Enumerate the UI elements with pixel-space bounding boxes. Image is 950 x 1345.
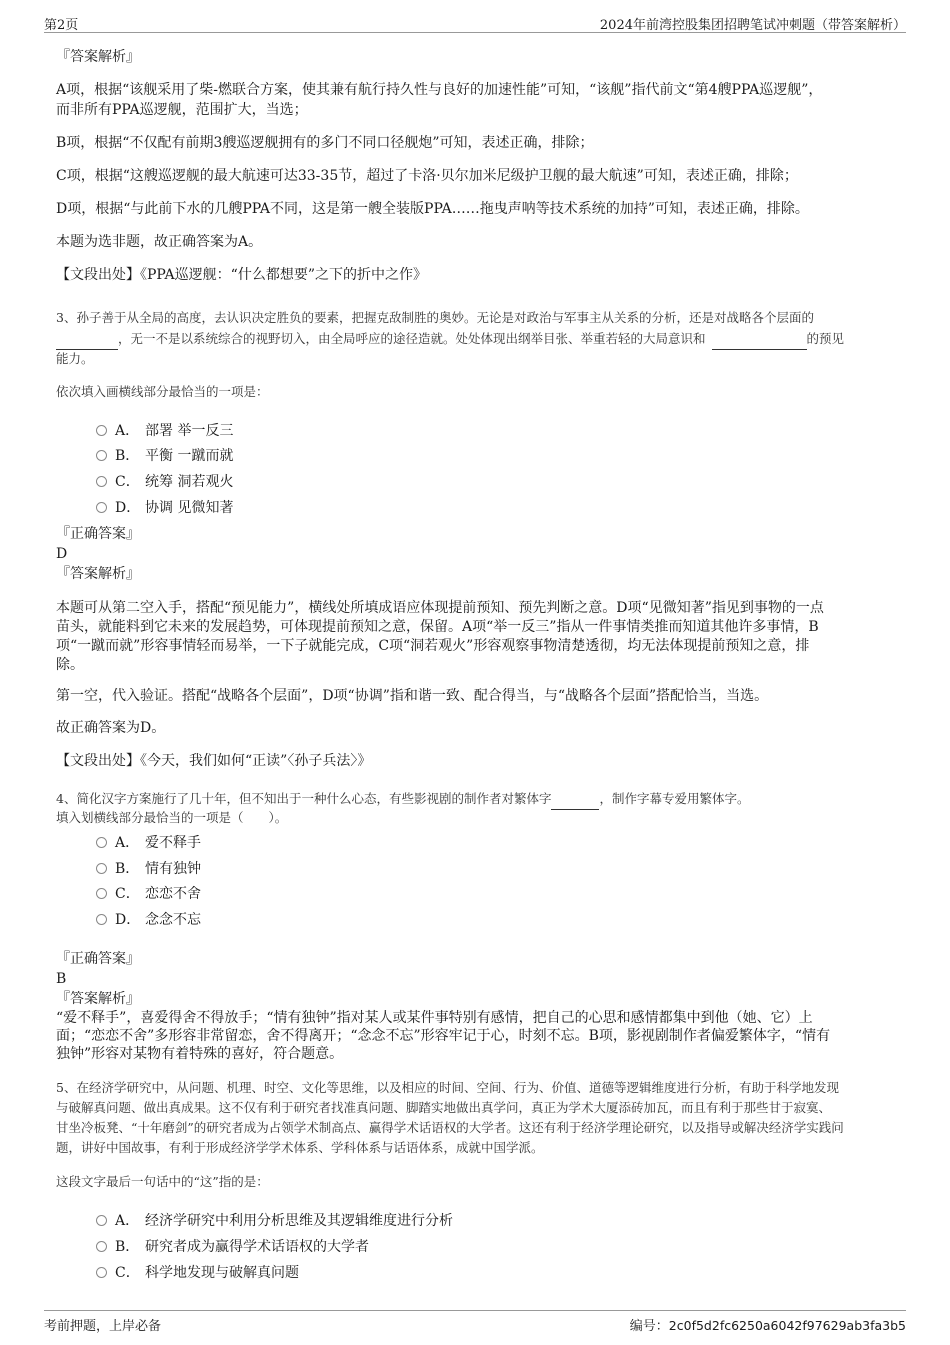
footer-code-value: 2c0f5d2fc6250a6042f97629ab3fa3b5	[668, 1318, 906, 1333]
q3-answer-heading: 『正确答案』	[56, 526, 140, 542]
q3-blank-1	[56, 329, 118, 350]
radio-icon[interactable]	[96, 1215, 107, 1226]
q3-blank-2	[712, 329, 807, 350]
radio-icon[interactable]	[96, 425, 107, 436]
q3-stem-line3: 能力。	[56, 351, 94, 366]
q4-option-b[interactable]: B． 情有独钟	[96, 858, 201, 878]
q5-stem-line1: 5、在经济学研究中，从问题、机理、时空、文化等思维，以及相应的时间、空间、行为、价值、道德等逻辑维度进行分析，有助于科学地发现	[56, 1080, 839, 1095]
footer-code	[630, 1315, 906, 1334]
q4-answer: B	[56, 971, 67, 987]
footer-code-label: 编号：	[629, 1319, 669, 1334]
q4-stem-text: 4、简化汉字方案施行了几十年，但不知出于一种什么心态，有些影视剧的制作者对繁体字	[56, 791, 552, 806]
q3-analysis-line4: 除。	[56, 657, 84, 673]
q4-option-d[interactable]: D． 念念不忘	[96, 909, 201, 929]
page-header	[44, 12, 906, 33]
radio-icon[interactable]	[96, 914, 107, 925]
radio-icon[interactable]	[96, 863, 107, 874]
q5-prompt: 这段文字最后一句话中的“这”指的是：	[56, 1174, 269, 1189]
q4-answer-heading: 『正确答案』	[56, 951, 140, 967]
q4-stem-tail: ，制作字幕专爱用繁体字。	[599, 791, 750, 806]
radio-icon[interactable]	[96, 1267, 107, 1278]
q3-answer: D	[56, 546, 68, 562]
q5-stem-line3: 甘坐冷板凳、“十年磨剑”的研究者成为占领学术制高点、赢得学术话语权的大学者。这还有利于经济学理论研究，以及指导或解决经济学实践问	[56, 1120, 844, 1135]
radio-icon[interactable]	[96, 888, 107, 899]
q4-blank	[551, 789, 599, 810]
q3-stem-line1: 3、孙子善于从全局的高度，去认识决定胜负的要素，把握克敌制胜的奥妙。无论是对政治与军事主从关系的分析，还是对战略各个层面的	[56, 310, 814, 325]
q5-stem-line2: 与破解真问题、做出真成果。这不仅有利于研究者找准真问题、脚踏实地做出真学问，真正为学术大厦添砖加瓦，而且有利于那些甘于寂寞、	[56, 1100, 832, 1115]
q4-stem	[56, 789, 749, 810]
q2-para-a-line2: 而非所有PPA巡逻舰，范围扩大，当选；	[56, 102, 308, 118]
q5-option-c[interactable]: C． 科学地发现与破解真问题	[96, 1262, 299, 1282]
q3-analysis-line2: 苗头，就能料到它未来的发展趋势，可体现提前预知之意，保留。A项“举一反三”指从一件事情类推而知道其他许多事情，B	[56, 619, 819, 635]
page-footer	[44, 1310, 906, 1333]
radio-icon[interactable]	[96, 502, 107, 513]
q2-para-a-line1: A项，根据“该舰采用了柴-燃联合方案，使其兼有航行持久性与良好的加速性能”可知，“该舰”指代前文“第4艘PPA巡逻舰”，	[56, 82, 823, 98]
q4-analysis-line1: “爱不释手”，喜爱得舍不得放手；“情有独钟”指对某人或某件事特别有感情，把自己的心思和感情都集中到他（她、它）上	[56, 1010, 813, 1026]
q2-para-b: B项，根据“不仅配有前期3艘巡逻舰拥有的多门不同口径舰炮”可知，表述正确，排除；	[56, 135, 594, 151]
q3-option-d[interactable]: D． 协调 见微知著	[96, 497, 233, 517]
q2-para-c: C项，根据“这艘巡逻舰的最大航速可达33-35节，超过了卡洛·贝尔加米尼级护卫舰的最大航速”可知，表述正确，排除；	[56, 168, 798, 184]
q3-stem-line2	[56, 329, 844, 350]
q5-option-b[interactable]: B． 研究者成为赢得学术话语权的大学者	[96, 1236, 369, 1256]
q3-prompt: 依次填入画横线部分最恰当的一项是：	[56, 384, 269, 399]
document-title: 2024年前湾控股集团招聘笔试冲刺题（带答案解析）	[599, 18, 906, 33]
q4-option-c[interactable]: C． 恋恋不舍	[96, 883, 201, 903]
q4-analysis-heading: 『答案解析』	[56, 991, 140, 1007]
radio-icon[interactable]	[96, 476, 107, 487]
q3-option-a[interactable]: A． 部署 举一反三	[96, 420, 233, 440]
q3-option-b[interactable]: B． 平衡 一蹴而就	[96, 445, 233, 465]
q3-option-c[interactable]: C． 统筹 洞若观火	[96, 471, 233, 491]
radio-icon[interactable]	[96, 450, 107, 461]
page-number: 第2页	[44, 18, 79, 33]
q4-analysis-line2: 面；“恋恋不舍”多形容非常留恋，舍不得离开；“念念不忘”形容牢记于心，时刻不忘。B项，影视剧制作者偏爱繁体字，“情有	[56, 1028, 831, 1044]
q4-option-a[interactable]: A． 爱不释手	[96, 832, 201, 852]
q5-stem-line4: 题，讲好中国故事，有利于形成经济学学术体系、学科体系与话语体系，成就中国学派。	[56, 1140, 544, 1155]
q3-analysis-line5: 第一空，代入验证。搭配“战略各个层面”，D项“协调”指和谐一致、配合得当，与“战略各个层面”搭配恰当，当选。	[56, 688, 769, 704]
q3-stem-line2-text: ，无一不是以系统综合的视野切入，由全局呼应的途径造就。处处体现出纲举目张、举重若轻的大局意识和	[118, 331, 706, 346]
q3-analysis-line3: 项“一蹴而就”形容事情轻而易举，一下子就能完成，C项“洞若观火”形容观察事物清楚透彻，均无法体现提前预知之意，排	[56, 638, 810, 654]
q3-analysis-line1: 本题可从第二空入手，搭配“预见能力”，横线处所填成语应体现提前预知、预先判断之意。D项“见微知著”指见到事物的一点	[56, 600, 824, 616]
q2-source: 【文段出处】《PPA巡逻舰：“什么都想要”之下的折中之作》	[56, 267, 427, 283]
radio-icon[interactable]	[96, 1241, 107, 1252]
q2-analysis-heading: 『答案解析』	[56, 49, 140, 65]
q2-para-d: D项，根据“与此前下水的几艘PPA不同，这是第一艘全装版PPA……拖曳声呐等技术系统的加持”可知，表述正确，排除。	[56, 201, 809, 217]
radio-icon[interactable]	[96, 837, 107, 848]
q3-source: 【文段出处】《今天，我们如何“正读”〈孙子兵法〉》	[56, 753, 372, 769]
q2-conclusion: 本题为选非题，故正确答案为A。	[56, 234, 263, 250]
q3-conclusion: 故正确答案为D。	[56, 720, 166, 736]
footer-slogan: 考前押题，上岸必备	[44, 1319, 162, 1334]
q5-option-a[interactable]: A． 经济学研究中利用分析思维及其逻辑维度进行分析	[96, 1210, 453, 1230]
q3-analysis-heading: 『答案解析』	[56, 566, 140, 582]
q3-stem-line2-tail: 的预见	[806, 331, 845, 346]
q4-prompt: 填入划横线部分最恰当的一项是（ ）。	[56, 810, 288, 825]
q4-analysis-line3: 独钟”形容对某物有着特殊的喜好，符合题意。	[56, 1046, 344, 1062]
